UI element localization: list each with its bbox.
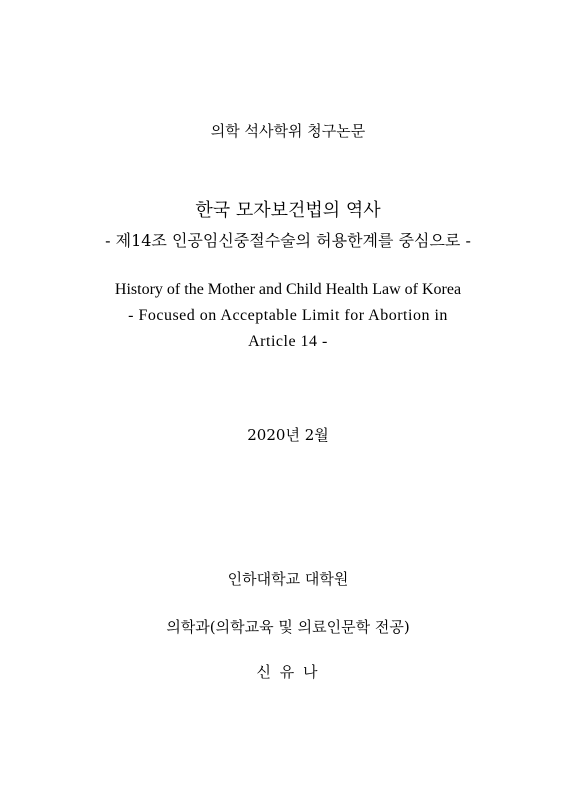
korean-title: 한국 모자보건법의 역사 xyxy=(195,200,381,221)
submission-date: 2020년 2월 xyxy=(247,426,329,444)
english-title-line-1: History of the Mother and Child Health Law of Korea xyxy=(114,281,462,298)
university-name: 인하대학교 대학원 xyxy=(227,570,349,588)
author-name: 신 유 나 xyxy=(256,663,320,681)
korean-subtitle: - 제14조 인공임신중절수술의 허용한계를 중심으로 - xyxy=(105,231,471,250)
degree-type: 의학 석사학위 청구논문 xyxy=(210,122,366,140)
english-title-line-2: - Focused on Acceptable Limit for Abortion in xyxy=(128,307,448,324)
english-title-line-3: Article 14 - xyxy=(248,333,328,350)
department-name: 의학과(의학교육 및 의료인문학 전공) xyxy=(166,618,410,636)
